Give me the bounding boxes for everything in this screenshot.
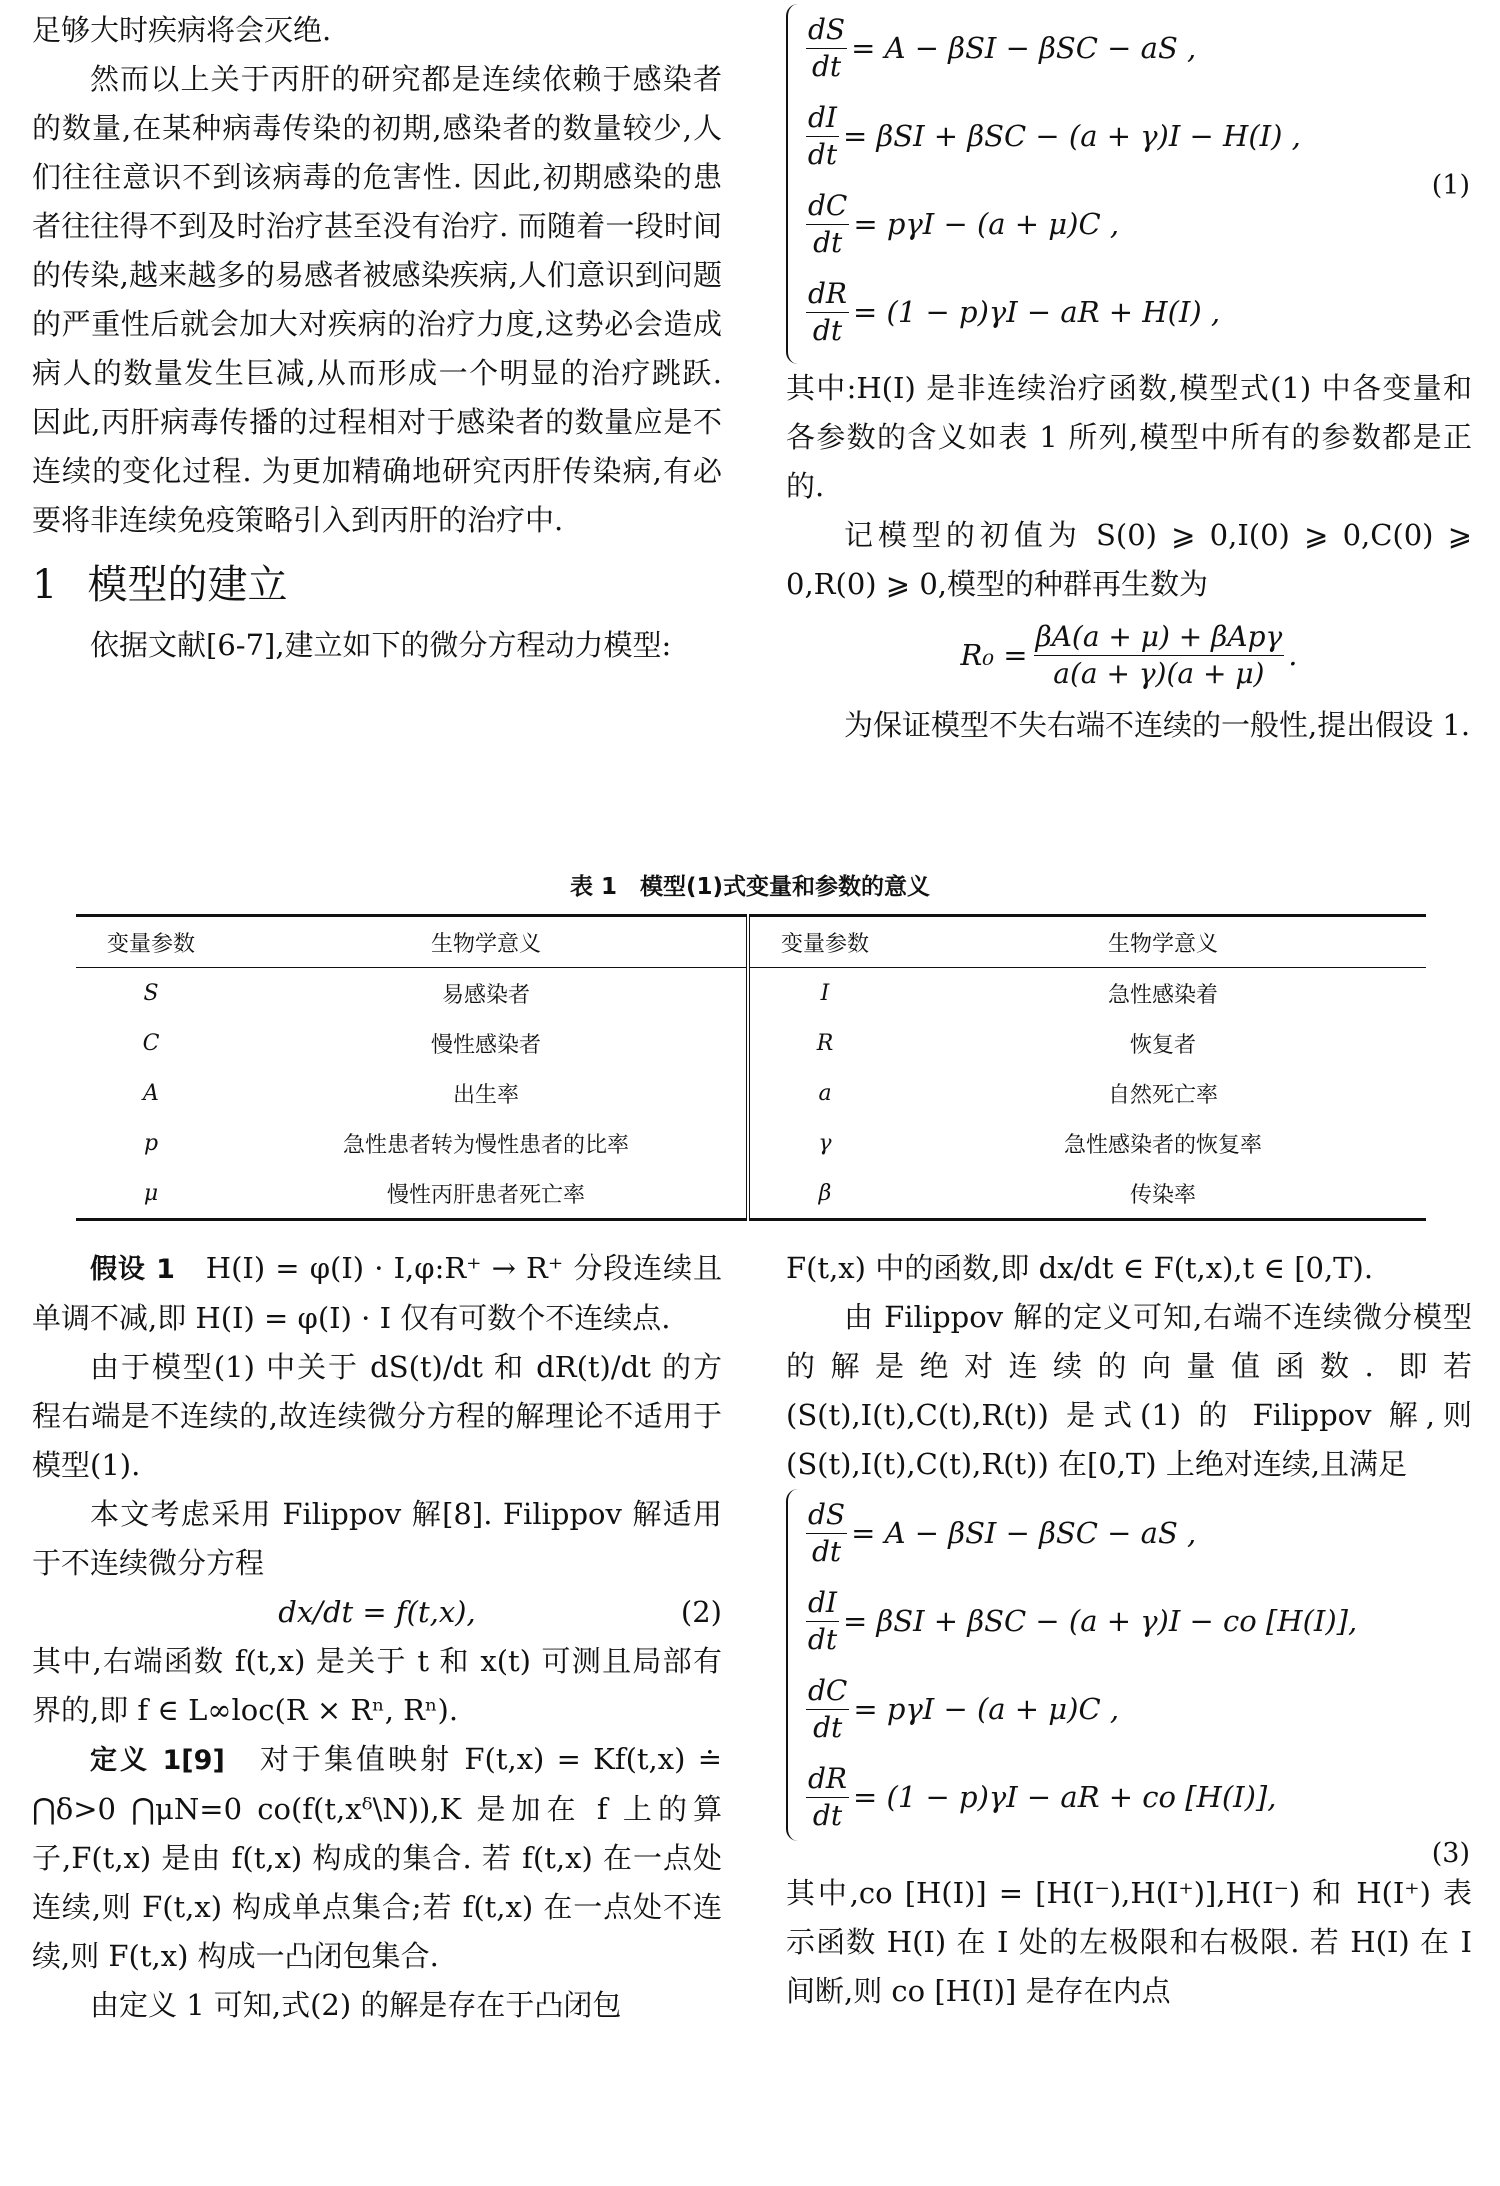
right-column-top [786,4,1472,750]
table-caption: 表 1 模型(1)式变量和参数的意义 [569,874,931,900]
section-title: 模型的建立 [87,562,288,608]
r0-denominator: a(a + γ)(a + μ) [1053,656,1265,690]
paragraph-assumption-intro: 为保证模型不失右端不连续的一般性,提出假设 1. [844,708,1471,742]
r0-lhs: R₀ = [960,638,1028,672]
assumption-text: H(I) = φ(I) · I,φ:R⁺ → R⁺ 分段连续且单调不减,即 H(I) = φ(I) · I 仅有可数个不连续点. [32,1251,722,1335]
r0-formula: R₀ = $\frac{\text{βA(a + μ) + βApγ}}{a(a + \gamma)(a + \mu)}$ . [960,619,1298,690]
section-number: 1 [32,562,58,608]
equation-system-3 [786,1489,1472,1869]
paragraph-solution: 由定义 1 可知,式(2) 的解是存在于凸闭包 [90,1988,622,2022]
paragraph-filippov-solution: 由 Filippov 解的定义可知,右端不连续微分模型的解是绝对连续的向量值函数. 即若(S(t),I(t),C(t),R(t)) 是式(1) 的 Filippov 解,则(S(t),I(t),C(t),R(t)) 在[0,T) 上绝对连续,且满足 [786,1300,1472,1481]
paragraph-discontinuity: 由于模型(1) 中关于 dS(t)/dt 和 dR(t)/dt 的方程右端是不连续的,故连续微分方程的解理论不适用于模型(1). [32,1350,722,1482]
equation-3-line-2: $\frac{dI}{dt}$ = βSI + βSC − (a + γ)I − co [H(I)], [807,1585,1358,1656]
variables-table [76,914,1426,1221]
equation-1-line-4: $\frac{dR}{dt}$ = (1 − p)γI − aR + H(I) , [808,276,1221,347]
equation-system-1 [786,4,1472,364]
table-row: C 慢性感染者 R 恢复者 [76,1018,1426,1068]
equation-1-line-1: $\frac{dS}{dt}$ = A − βSI − βSC − aS , [808,12,1197,83]
paragraph-h-definition: 其中:H(I) 是非连续治疗函数,模型式(1) 中各变量和各参数的含义如表 1 所列,模型中所有的参数都是正的. [786,371,1472,503]
paragraph-filippov: 本文考虑采用 Filippov 解[8]. Filippov 解适用于不连续微分方程 [32,1497,722,1580]
equation-3-line-4: $\frac{dR}{dt}$ = (1 − p)γI − aR + co [H(I)], [808,1761,1277,1832]
right-column-bottom [786,1244,1472,2016]
paragraph-model-intro: 依据文献[6-7],建立如下的微分方程动力模型: [90,628,672,662]
equation-2-body: dx/dt = f(t,x), [278,1595,476,1629]
left-column-top [32,6,722,670]
r0-numerator: βA(a + μ) + βApγ [1034,619,1285,656]
table-row: A 出生率 a 自然死亡率 [76,1068,1426,1118]
paragraph-limits: 其中,co [H(I)] = [H(I⁻),H(I⁺)],H(I⁻) 和 H(I⁺) 表示函数 H(I) 在 I 处的左极限和右极限. 若 H(I) 在 I 间断,则 co [H(I)] 是存在内点 [786,1876,1472,2008]
paragraph-convex-hull: F(t,x) 中的函数,即 dx/dt ∈ F(t,x),t ∈ [0,T). [786,1251,1374,1285]
paragraph-intro-end: 足够大时疾病将会灭绝. [32,13,332,47]
definition-text: 对于集值映射 F(t,x) = Kf(t,x) ≐ ⋂δ>0 ⋂μN=0 co(f(t,xᵟ\N)),K 是加在 f 上的算子,F(t,x) 是由 f(t,x) 构成的集合. 若 f(t,x) 在一点处连续,则 F(t,x) 构成单点集合;若 f(t,x) 在一点处不连续,则 F(t,x) 构成一凸闭包集合. [32,1742,722,1973]
definition-1 [32,1735,722,1981]
assumption-1 [32,1244,722,1343]
table-header-cell: 生物学意义 [226,916,748,968]
left-column-bottom [32,1244,722,2030]
definition-label: 定义 1[9] [90,1745,225,1776]
equation-2 [32,1588,722,1637]
table-row: μ 慢性丙肝患者死亡率 β 传染率 [76,1168,1426,1220]
table-row: S 易感染者 I 急性感染着 [76,968,1426,1019]
table-header-cell: 变量参数 [106,931,195,957]
table-row: p 急性患者转为慢性患者的比率 γ 急性感染者的恢复率 [76,1118,1426,1168]
equation-3-line-3: $\frac{dC}{dt}$ = pγI − (a + μ)C , [808,1673,1120,1744]
equation-3-line-1: $\frac{dS}{dt}$ = A − βSI − βSC − aS , [808,1497,1197,1568]
paragraph-rhs-function: 其中,右端函数 f(t,x) 是关于 t 和 x(t) 可测且局部有界的,即 f ∈ L∞loc(R × Rⁿ, Rⁿ). [32,1644,722,1727]
table-header-row [76,916,1426,968]
equation-1-line-2: $\frac{dI}{dt}$ = βSI + βSC − (a + γ)I − H(I) , [807,100,1301,171]
left-brace [786,1489,798,1841]
paragraph-background: 然而以上关于丙肝的研究都是连续依赖于感染者的数量,在某种病毒传染的初期,感染者的数量较少,人们往往意识不到该病毒的危害性. 因此,初期感染的患者往往得不到及时治疗甚至没有治疗. 而随着一段时间的传染,越来越多的易感者被感染疾病,人们意识到问题的严重性后就会加大对疾病的治疗力度,这势必会造成病人的数量发生巨减,从而形成一个明显的治疗跳跃. 因此,丙肝病毒传播的过程相对于感染者的数量应是不连续的变化过程. 为更加精确地研究丙肝传染病,有必要将非连续免疫策略引入到丙肝的治疗中. [32,62,722,537]
left-brace [786,4,798,364]
paragraph-initial-values: 记模型的初值为 S(0) ⩾ 0,I(0) ⩾ 0,C(0) ⩾ 0,R(0) ⩾ 0,模型的种群再生数为 [786,518,1472,601]
table-header-cell: 变量参数 [780,931,869,957]
section-heading [32,553,722,617]
equation-1-line-3: $\frac{dC}{dt}$ = pγI − (a + μ)C , [808,188,1120,259]
equation-number-2: (2) [680,1595,722,1629]
equation-number-3: (3) [1431,1838,1470,1869]
assumption-label: 假设 1 [90,1254,175,1285]
table-header-cell: 生物学意义 [1107,931,1218,957]
equation-number-1: (1) [1431,170,1470,201]
